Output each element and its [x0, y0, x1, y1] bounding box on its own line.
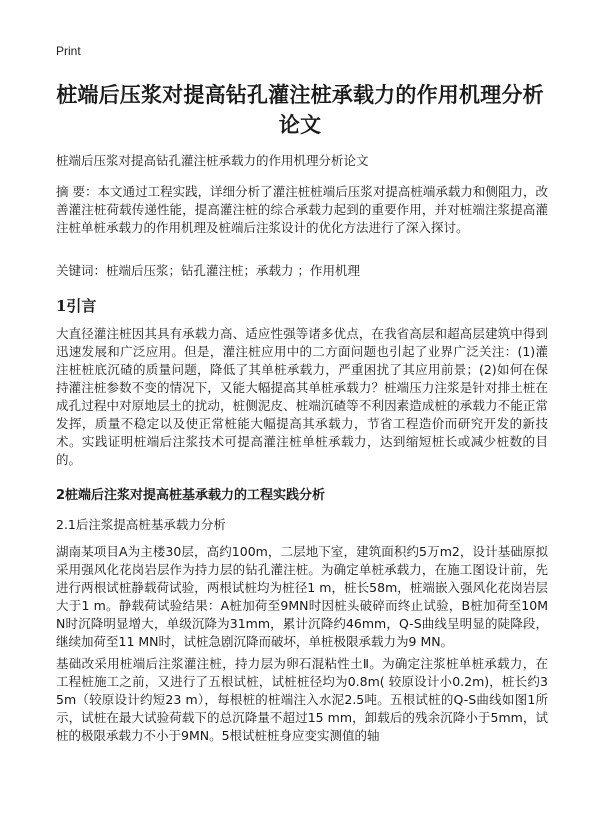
- section-2-1-heading: 2.1后注浆提高桩基承载力分析: [56, 517, 226, 532]
- page-title: 桩端后压浆对提高钻孔灌注桩承载力的作用机理分析论文: [56, 83, 544, 137]
- section-2-heading: 2桩端后注浆对提高桩基承载力的工程实践分析: [56, 488, 326, 503]
- print-label[interactable]: Print: [56, 44, 81, 58]
- project-paragraph: 湖南某项目A为主楼30层，高约100m，二层地下室，建筑面积约5万m2，设计基础原拟采用强风化花岗岩层作为持力层的钻孔灌注桩。为确定单桩承载力，在施工图设计前，先进行两根试桩静载荷试验，两根试桩均为桩径1 m，桩长58m，桩端嵌入强风化花岗岩层大于1 m。静载荷试验结果：A桩加荷至9MN时因桩头破碎而终止试验，B桩加荷至10MN时沉降明显增大，单级沉降为31mm，累计沉降约46mm，Q-S曲线呈明显的陡降段，继续加荷至11 MN时，试桩急剧沉降而破坏，单桩极限承载力为9 MN。: [56, 544, 548, 649]
- section-1-heading: 1引言: [56, 297, 97, 315]
- abstract-paragraph: 摘 要：本文通过工程实践，详细分析了灌注桩桩端后压浆对提高桩端承载力和侧阻力，改善灌注桩荷载传递性能，提高灌注桩的综合承载力起到的重要作用，并对桩端注浆提高灌注桩单桩承载力的作用机理及桩端后注浆设计的优化方法进行了深入探讨。: [56, 184, 548, 235]
- keywords-line: 关键词：桩端后压浆；钻孔灌注桩；承载力 ；作用机理: [56, 263, 360, 278]
- section-1-body: 大直径灌注桩因其具有承载力高、适应性强等诸多优点，在我省高层和超高层建筑中得到迅速发展和广泛应用。但是，灌注桩应用中的二方面问题也引起了业界广泛关注：(1)灌注桩桩底沉碴的质量问题，降低了其单桩承载力，严重困扰了其应用前景；(2)如何在保持灌注桩参数不变的情况下，又能大幅提高其单桩承载力？桩端压力注浆是针对排土桩在成孔过程中对原地层土的扰动，桩侧泥皮、桩端沉碴等不利因素造成桩的承载力不能正常发挥，质量不稳定以及使正常桩能大幅提高其承载力，节省工程造价而研究开发的新技术。实践证明桩端后注浆技术可提高灌注桩单桩承载力，达到缩短桩长或减少桩数的目的。: [56, 326, 548, 467]
- subtitle: 桩端后压浆对提高钻孔灌注桩承载力的作用机理分析论文: [56, 153, 369, 168]
- foundation-paragraph: 基础改采用桩端后注浆灌注桩，持力层为卵石混粘性土Ⅱ。为确定注浆桩单桩承载力，在工程桩施工之前，又进行了五根试桩，试桩桩径均为0.8m( 较原设计小0.2m)，桩长约35m（较原设计约短23 m），每根桩的桩端注入水泥2.5吨。五根试桩的Q-S曲线如图1所示，试桩在最大试验荷载下的总沉降量不超过15 mm，卸载后的残余沉降小于5mm，试桩的极限承载力不小于9MN。5根试桩桩身应变实测值的轴: [56, 656, 548, 743]
